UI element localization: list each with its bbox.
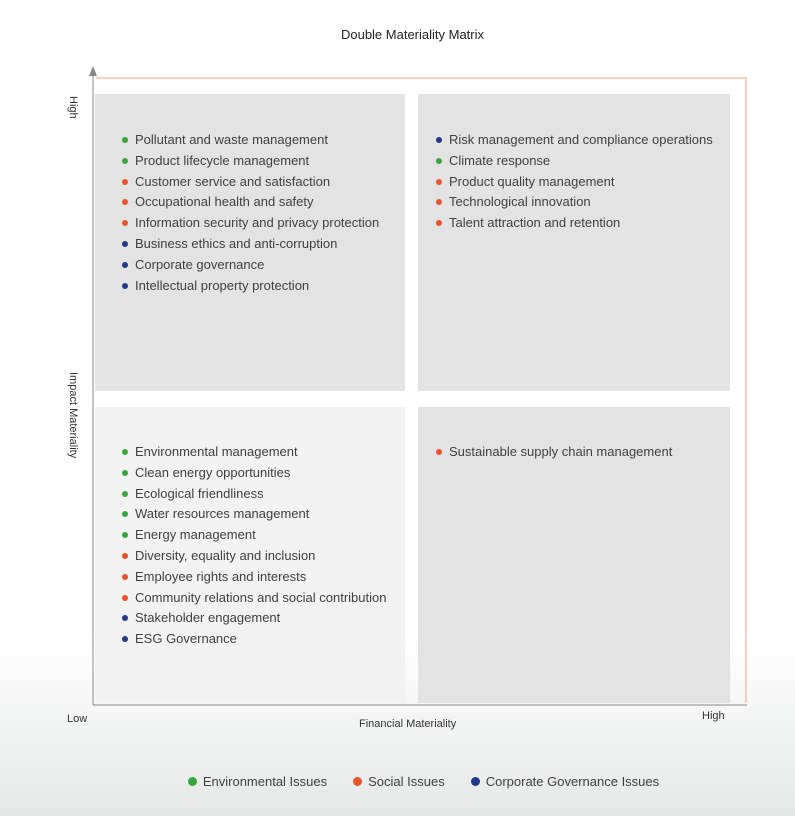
orange-dot-icon (122, 595, 128, 601)
issue-label: Technological innovation (449, 194, 591, 210)
issue-item (120, 192, 400, 213)
issue-label: Ecological friendliness (135, 485, 264, 501)
issue-item (120, 463, 400, 484)
green-dot-icon (122, 158, 128, 164)
legend-item-social (353, 774, 445, 789)
orange-dot-icon (353, 777, 362, 786)
issue-item (120, 546, 400, 567)
issue-label: Talent attraction and retention (449, 215, 621, 231)
x-axis-label: Financial Materiality (359, 718, 457, 730)
legend-label: Social Issues (368, 774, 445, 789)
navy-dot-icon (122, 283, 128, 289)
issue-item (434, 151, 724, 172)
issue-item (120, 567, 400, 588)
issue-item (434, 192, 724, 213)
issue-label: Sustainable supply chain management (449, 444, 673, 459)
issue-item (120, 504, 400, 525)
issue-label: Information security and privacy protection (135, 215, 380, 231)
quadrant-low-impact-high-financial (418, 407, 730, 703)
issue-item (120, 588, 400, 609)
issue-label: Diversity, equality and inclusion (135, 547, 316, 563)
navy-dot-icon (436, 137, 442, 143)
orange-dot-icon (436, 220, 442, 226)
issue-item (120, 525, 400, 546)
item-list (120, 130, 400, 296)
issue-label: Business ethics and anti-corruption (135, 235, 338, 251)
issue-label: Customer service and satisfaction (135, 173, 331, 189)
issue-item (120, 484, 400, 505)
issue-label: Energy management (135, 527, 256, 543)
issue-item (120, 130, 400, 151)
green-dot-icon (188, 777, 197, 786)
issue-item (120, 442, 400, 463)
issue-item (120, 151, 400, 172)
issue-item (434, 213, 724, 234)
issue-label: Climate response (449, 152, 551, 168)
green-dot-icon (436, 158, 442, 164)
issue-item (434, 130, 724, 151)
issue-item (120, 276, 400, 297)
issue-label: Corporate governance (135, 256, 265, 272)
issue-item (434, 172, 724, 193)
navy-dot-icon (122, 262, 128, 268)
issue-label: Employee rights and interests (135, 568, 307, 584)
issue-label: Occupational health and safety (135, 194, 314, 210)
y-axis-high-label: High (67, 96, 79, 119)
green-dot-icon (122, 449, 128, 455)
orange-dot-icon (436, 179, 442, 185)
orange-dot-icon (122, 574, 128, 580)
navy-dot-icon (471, 777, 480, 786)
issue-item (120, 172, 400, 193)
x-axis-high-label: High (702, 710, 725, 722)
issue-label: Product quality management (449, 173, 615, 189)
issue-label: Risk management and compliance operations (449, 132, 713, 147)
issue-item (120, 213, 400, 234)
issue-label: Clean energy opportunities (135, 464, 291, 480)
issue-label: Product lifecycle management (135, 152, 310, 168)
item-list (120, 442, 400, 650)
green-dot-icon (122, 511, 128, 517)
issue-label: Pollutant and waste management (135, 132, 328, 147)
x-axis-low-label: Low (67, 713, 88, 725)
issue-label: Stakeholder engagement (135, 610, 281, 626)
navy-dot-icon (122, 615, 128, 621)
orange-dot-icon (436, 449, 442, 455)
legend-item-governance (471, 774, 659, 789)
issue-label: Intellectual property protection (135, 277, 310, 293)
item-list (434, 130, 724, 234)
orange-dot-icon (122, 199, 128, 205)
orange-dot-icon (122, 553, 128, 559)
chart-title: Double Materiality Matrix (340, 27, 485, 42)
issue-label: Community relations and social contribution (135, 589, 387, 605)
issue-label: Water resources management (135, 506, 310, 522)
item-list (434, 442, 724, 463)
quadrant-high-impact-low-financial (95, 94, 405, 391)
legend (0, 774, 795, 789)
orange-dot-icon (436, 199, 442, 205)
issue-item (120, 629, 400, 650)
legend-item-environmental (188, 774, 327, 789)
quadrant-low-impact-low-financial (95, 407, 405, 703)
quadrant-high-impact-high-financial (418, 94, 730, 391)
issue-label: Environmental management (135, 444, 298, 459)
green-dot-icon (122, 470, 128, 476)
issue-item (120, 255, 400, 276)
green-dot-icon (122, 491, 128, 497)
issue-label: ESG Governance (135, 631, 237, 647)
legend-label: Environmental Issues (202, 774, 328, 789)
navy-dot-icon (122, 241, 128, 247)
green-dot-icon (122, 532, 128, 538)
green-dot-icon (122, 137, 128, 143)
y-axis-label: Impact Materiality (67, 372, 79, 459)
issue-item (120, 234, 400, 255)
orange-dot-icon (122, 220, 128, 226)
issue-item (434, 442, 724, 463)
legend-label: Corporate Governance Issues (485, 774, 660, 789)
issue-item (120, 608, 400, 629)
orange-dot-icon (122, 179, 128, 185)
y-axis-arrow-icon (89, 66, 97, 76)
navy-dot-icon (122, 636, 128, 642)
